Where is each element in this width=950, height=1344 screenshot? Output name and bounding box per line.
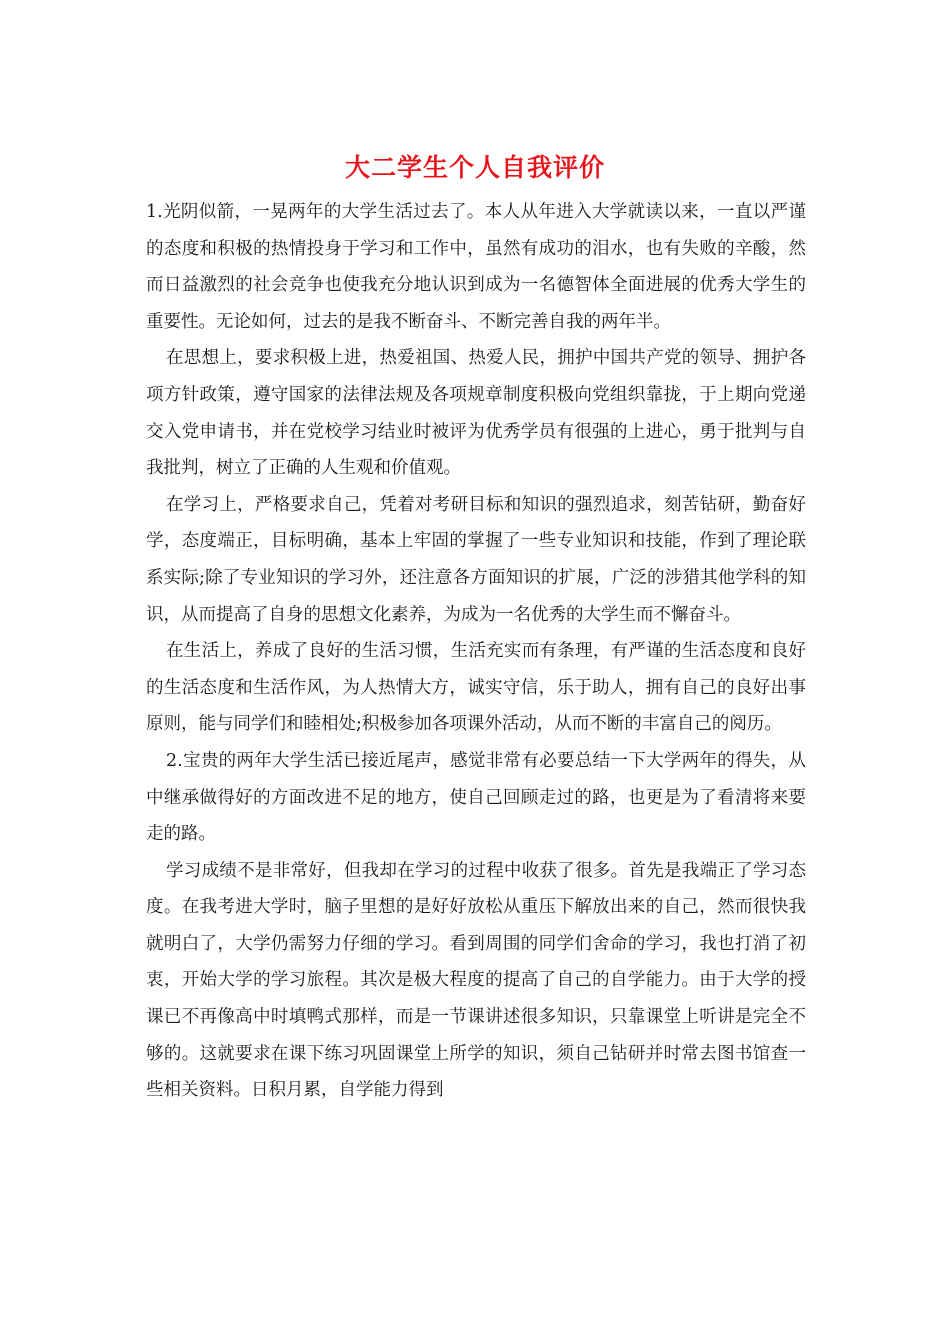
paragraph-4: 在生活上，养成了良好的生活习惯，生活充实而有条理，有严谨的生活态度和良好的生活态度和生活作风，为人热情大方，诚实守信，乐于助人，拥有自己的良好出事原则，能与同学们和睦相处;积极参加各项课外活动，从而不断的丰富自己的阅历。	[146, 641, 806, 735]
paragraph-1: 1.光阴似箭，一晃两年的大学生活过去了。本人从年进入大学就读以来，一直以严谨的态度和积极的热情投身于学习和工作中，虽然有成功的泪水，也有失败的辛酸，然而日益激烈的社会竞争也使我充分地认识到成为一名德智体全面进展的优秀大学生的重要性。无论如何，过去的是我不断奋斗、不断完善自我的两年半。	[146, 202, 806, 332]
paragraph-2: 在思想上，要求积极上进，热爱祖国、热爱人民，拥护中国共产党的领导、拥护各项方针政策，遵守国家的法律法规及各项规章制度积极向党组织靠拢，于上期向党递交入党申请书，并在党校学习结业时被评为优秀学员有很强的上进心，勇于批判与自我批判，树立了正确的人生观和价值观。	[146, 348, 806, 479]
document-title: 大二学生个人自我评价	[344, 153, 605, 182]
paragraph-5: 2.宝贵的两年大学生活已接近尾声，感觉非常有必要总结一下大学两年的得失，从中继承做得好的方面改进不足的地方，使自己回顾走过的路，也更是为了看清将来要走的路。	[146, 750, 806, 845]
paragraph-3: 在学习上，严格要求自己，凭着对考研目标和知识的强烈追求，刻苦钻研，勤奋好学，态度端正，目标明确，基本上牢固的掌握了一些专业知识和技能，作到了理论联系实际;除了专业知识的学习外，还注意各方面知识的扩展，广泛的涉猎其他学科的知识，从而提高了自身的思想文化素养，为成为一名优秀的大学生而不懈奋斗。	[146, 494, 806, 625]
paragraph-6: 学习成绩不是非常好，但我却在学习的过程中收获了很多。首先是我端正了学习态度。在我考进大学时，脑子里想的是好好放松从重压下解放出来的自己，然而很快我就明白了，大学仍需努力仔细的学习。看到周围的同学们舍命的学习，我也打消了初衷，开始大学的学习旅程。其次是极大程度的提高了自己的自学能力。由于大学的授课已不再像高中时填鸭式那样，而是一节课讲述很多知识，只靠课堂上听讲是完全不够的。这就要求在课下练习巩固课堂上所学的知识，须自己钻研并时常去图书馆查一些相关资料。日积月累，自学能力得到	[146, 860, 806, 1101]
document-body	[146, 194, 806, 1109]
